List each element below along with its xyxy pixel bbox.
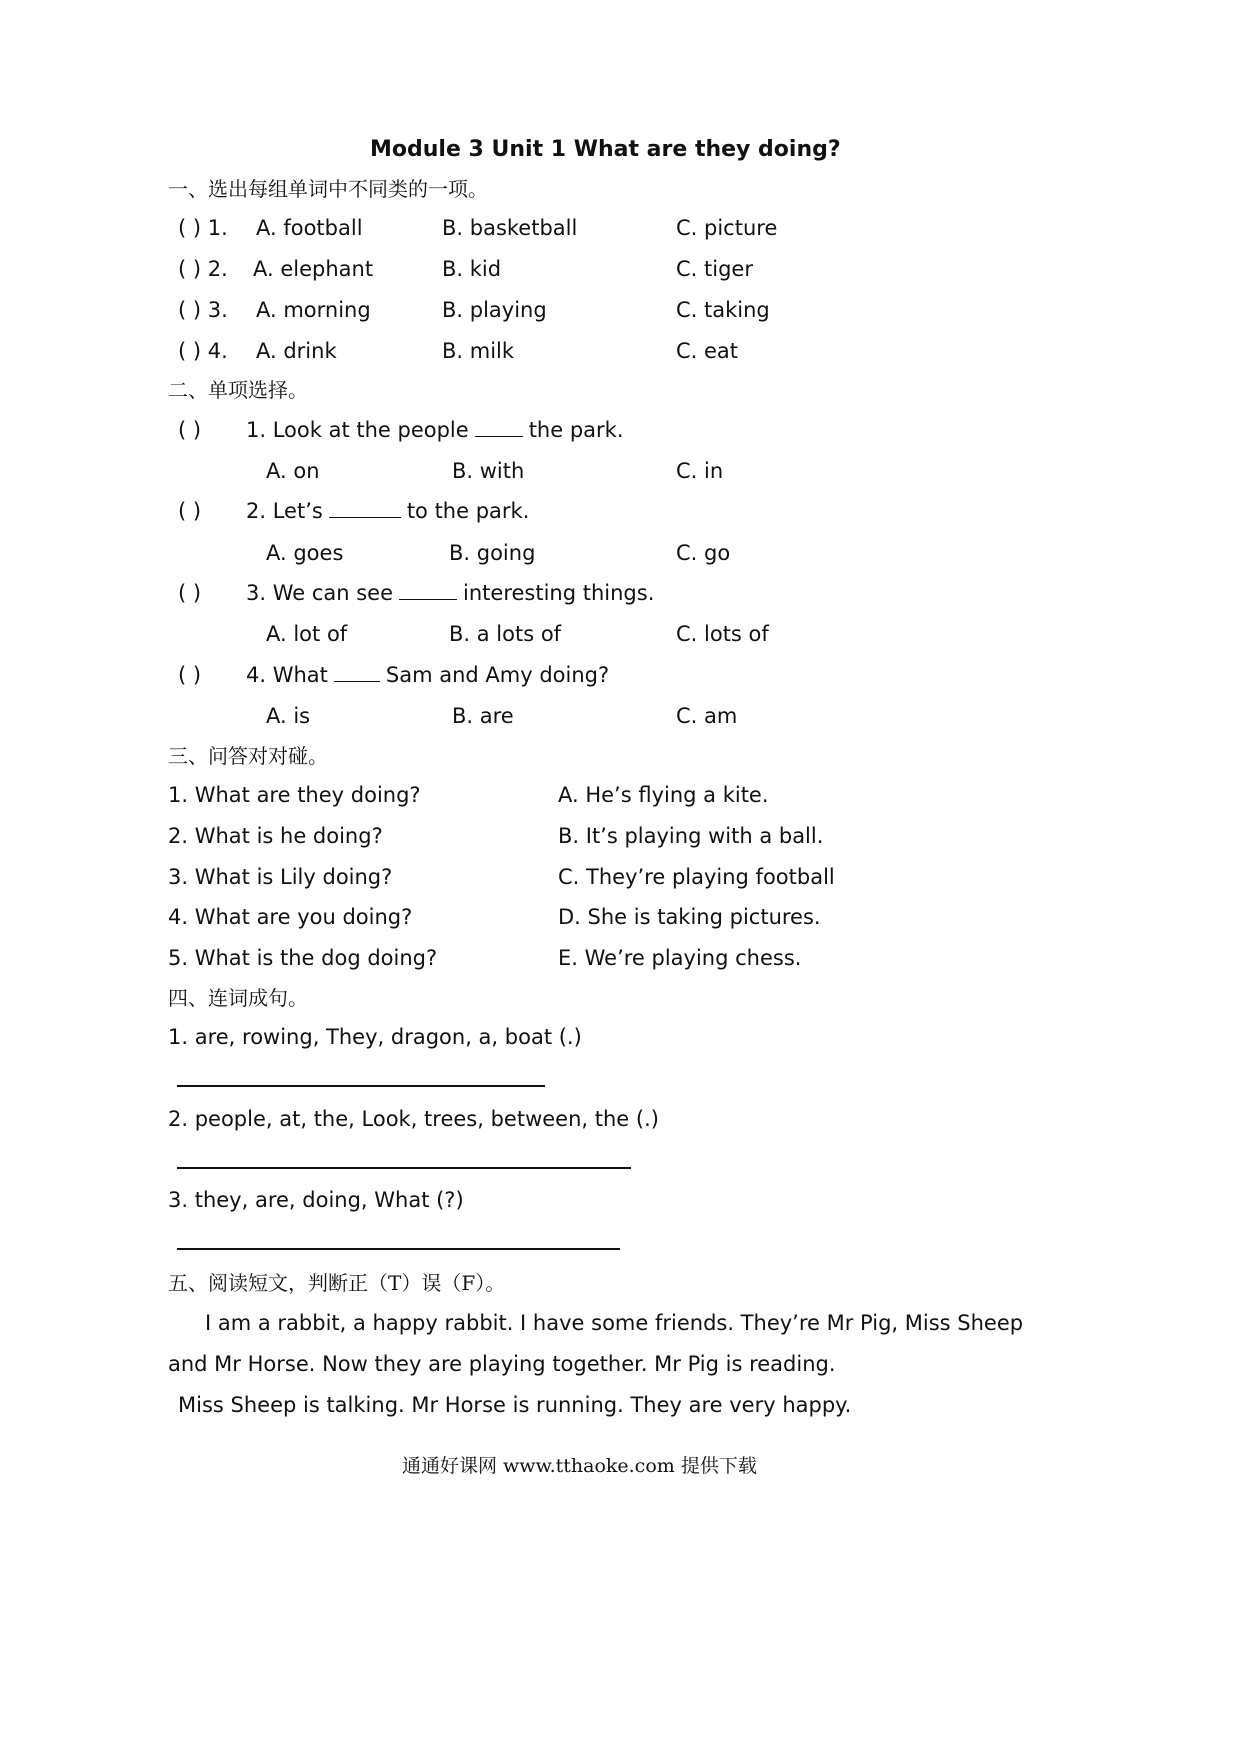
s4-item-1: 1. are, rowing, They, dragon, a, boat (.) — [168, 1025, 582, 1049]
s2-q1-option-b: B. with — [452, 459, 525, 483]
s1-item3-number: ( ) 3. — [178, 298, 228, 322]
s1-item2-option-c: C. tiger — [676, 257, 753, 281]
section-5-heading: 五、阅读短文，判断正（T）误（F）。 — [168, 1271, 506, 1295]
s3-question-4: 4. What are you doing? — [168, 905, 413, 929]
page-footer: 通通好课网 www.tthaoke.com 提供下载 — [402, 1455, 757, 1477]
s4-answer-line-1[interactable] — [177, 1085, 545, 1087]
s5-passage-line-1: I am a rabbit, a happy rabbit. I have some friends. They’re Mr Pig, Miss Sheep — [205, 1311, 1024, 1335]
s2-q3-option-b: B. a lots of — [449, 622, 562, 646]
s3-answer-c: C. They’re playing football — [558, 865, 835, 889]
s1-item4-option-c: C. eat — [676, 339, 739, 363]
s2-q4-option-b: B. are — [452, 704, 514, 728]
s2-q2-option-c: C. go — [676, 541, 731, 565]
s1-item4-number: ( ) 4. — [178, 339, 228, 363]
s2-q2-option-b: B. going — [449, 541, 536, 565]
section-1-heading: 一、选出每组单词中不同类的一项。 — [168, 177, 488, 201]
s5-passage-line-3: Miss Sheep is talking. Mr Horse is running. They are very happy. — [178, 1393, 852, 1417]
s3-answer-e: E. We’re playing chess. — [558, 946, 802, 970]
answer-blank[interactable] — [475, 418, 523, 437]
s2-q2-option-a: A. goes — [266, 541, 344, 565]
s1-item1-option-b: B. basketball — [442, 216, 578, 240]
s3-question-3: 3. What is Lily doing? — [168, 865, 393, 889]
s4-item-3: 3. they, are, doing, What (?) — [168, 1188, 464, 1212]
section-2-heading: 二、单项选择。 — [168, 378, 308, 402]
answer-blank[interactable] — [399, 581, 457, 600]
answer-blank[interactable] — [334, 663, 380, 682]
s1-item1-option-c: C. picture — [676, 216, 778, 240]
s3-question-1: 1. What are they doing? — [168, 783, 421, 807]
s2-q3-option-a: A. lot of — [266, 622, 348, 646]
s1-item4-option-a: A. drink — [256, 339, 337, 363]
s3-answer-d: D. She is taking pictures. — [558, 905, 821, 929]
s3-answer-b: B. It’s playing with a ball. — [558, 824, 824, 848]
s2-q2-paren: ( ) — [178, 499, 202, 523]
s4-answer-line-2[interactable] — [177, 1167, 631, 1169]
s1-item2-option-a: A. elephant — [253, 257, 374, 281]
s3-question-2: 2. What is he doing? — [168, 824, 383, 848]
s5-passage-line-2: and Mr Horse. Now they are playing together. Mr Pig is reading. — [168, 1352, 836, 1376]
s3-answer-a: A. He’s flying a kite. — [558, 783, 769, 807]
s1-item1-option-a: A. football — [256, 216, 363, 240]
section-4-heading: 四、连词成句。 — [168, 986, 308, 1010]
s2-q1-option-a: A. on — [266, 459, 320, 483]
s2-q4-text: 4. What Sam and Amy doing? — [246, 663, 610, 687]
s2-q4-paren: ( ) — [178, 663, 202, 687]
s1-item3-option-c: C. taking — [676, 298, 770, 322]
s3-question-5: 5. What is the dog doing? — [168, 946, 438, 970]
answer-blank[interactable] — [329, 499, 401, 518]
s2-q3-text: 3. We can see interesting things. — [246, 581, 655, 605]
s1-item1-number: ( ) 1. — [178, 216, 228, 240]
s2-q2-text: 2. Let’s to the park. — [246, 499, 530, 523]
s2-q4-option-c: C. am — [676, 704, 738, 728]
s2-q3-paren: ( ) — [178, 581, 202, 605]
s4-item-2: 2. people, at, the, Look, trees, between, the (.) — [168, 1107, 659, 1131]
s2-q3-option-c: C. lots of — [676, 622, 769, 646]
page-title: Module 3 Unit 1 What are they doing? — [370, 137, 841, 162]
s1-item2-number: ( ) 2. — [178, 257, 228, 281]
s2-q4-option-a: A. is — [266, 704, 311, 728]
s2-q1-text: 1. Look at the people the park. — [246, 418, 624, 442]
s1-item2-option-b: B. kid — [442, 257, 502, 281]
s4-answer-line-3[interactable] — [177, 1248, 620, 1250]
s2-q1-paren: ( ) — [178, 418, 202, 442]
s1-item3-option-a: A. morning — [256, 298, 371, 322]
section-3-heading: 三、问答对对碰。 — [168, 744, 328, 768]
s1-item3-option-b: B. playing — [442, 298, 547, 322]
s1-item4-option-b: B. milk — [442, 339, 515, 363]
s2-q1-option-c: C. in — [676, 459, 724, 483]
